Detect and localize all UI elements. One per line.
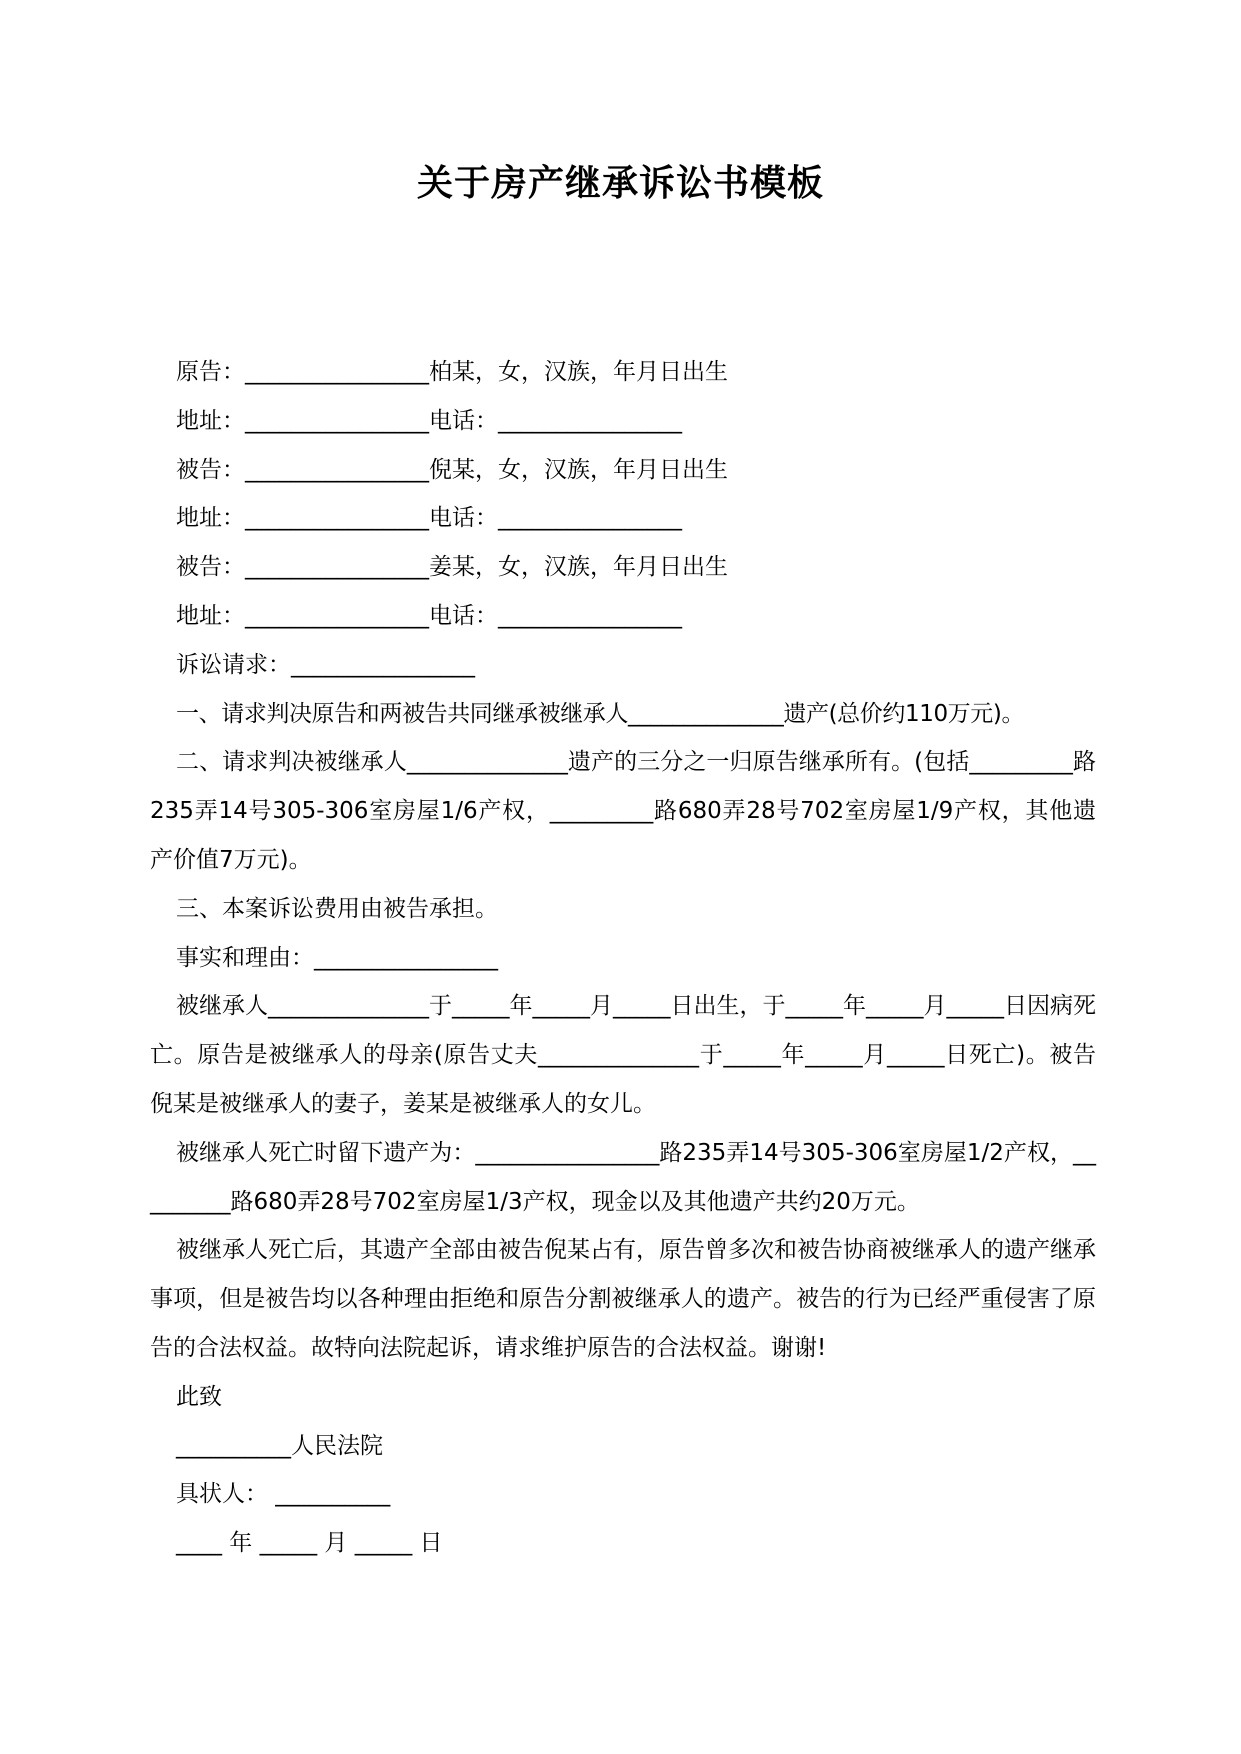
date-line: ____ 年 _____ 月 _____ 日	[176, 1530, 443, 1557]
claims-heading: 诉讼请求：________________	[176, 651, 475, 678]
claim-2: 二、请求判决被继承人______________遗产的三分之一归原告继承所有。(包括_________路235弄14号305-306室房屋1/6产权，_________路680弄28号702室房屋1/9产权，其他遗产价值7万元)。	[150, 749, 1096, 873]
salutation: 此致	[176, 1383, 222, 1410]
claim-1: 一、请求判决原告和两被告共同继承被继承人______________遗产(总价约110万元)。	[176, 700, 1025, 727]
facts-paragraph-2: 被继承人死亡时留下遗产为：________________路235弄14号305-306室房屋1/2产权，_________路680弄28号702室房屋1/3产权，现金以及其他遗产共约20万元。	[150, 1139, 1096, 1215]
document-body	[150, 348, 1096, 1568]
facts-paragraph-3: 被继承人死亡后，其遗产全部由被告倪某占有，原告曾多次和被告协商被继承人的遗产继承事项，但是被告均以各种理由拒绝和原告分割被继承人的遗产。被告的行为已经严重侵害了原告的合法权益。故特向法院起诉，请求维护原告的合法权益。谢谢!	[150, 1237, 1096, 1361]
court-line: __________人民法院	[176, 1432, 383, 1459]
document-title: 关于房产继承诉讼书模板	[416, 163, 824, 204]
signer-line: 具状人： __________	[176, 1481, 391, 1508]
plaintiff-address-line: 地址：________________电话：________________	[176, 407, 682, 434]
facts-heading: 事实和理由：________________	[176, 944, 498, 971]
plaintiff-line: 原告：________________柏某，女，汉族，年月日出生	[176, 359, 728, 385]
defendant1-address-line: 地址：________________电话：________________	[176, 505, 682, 532]
claim-3: 三、本案诉讼费用由被告承担。	[176, 895, 498, 922]
defendant2-line: 被告：________________姜某，女，汉族，年月日出生	[176, 554, 728, 581]
defendant2-address-line: 地址：________________电话：________________	[176, 602, 682, 629]
facts-paragraph-1: 被继承人______________于_____年_____月_____日出生，于_____年_____月_____日因病死亡。原告是被继承人的母亲(原告丈夫______________于_____年_____月_____日死亡)。被告倪某是被继承人的妻子，姜某是被继承人的女儿。	[150, 993, 1096, 1117]
defendant1-line: 被告：________________倪某，女，汉族，年月日出生	[176, 456, 728, 483]
